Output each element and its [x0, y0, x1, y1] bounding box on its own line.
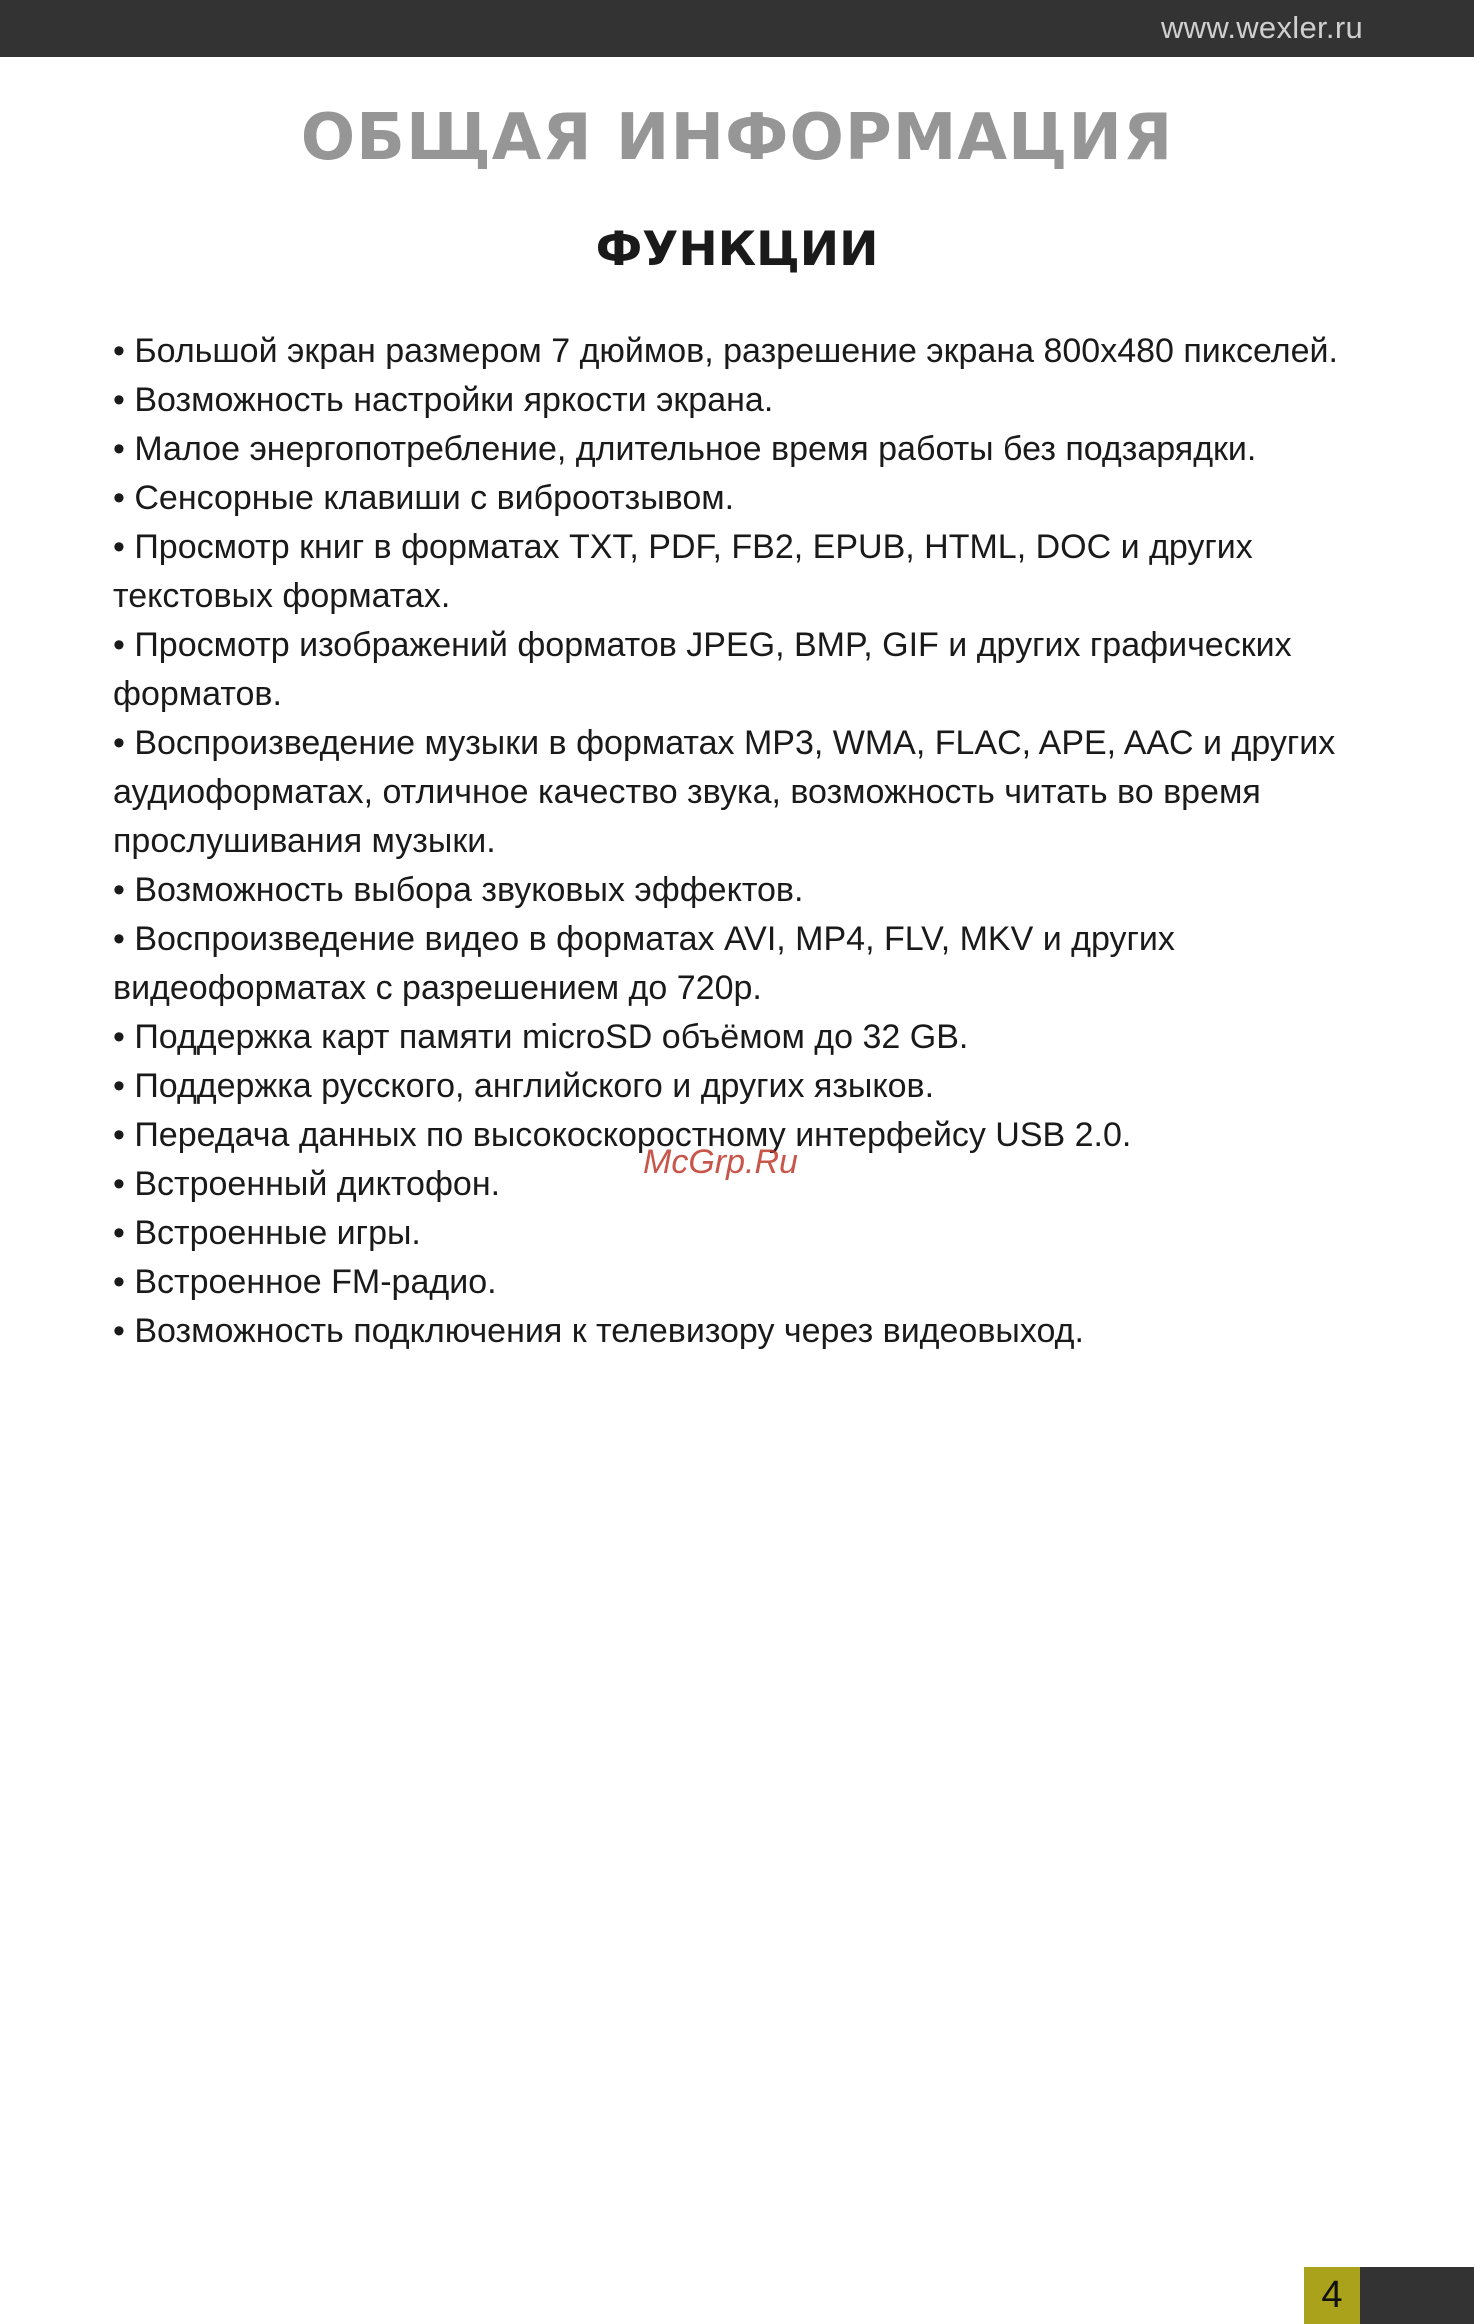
feature-item: • Воспроизведение музыки в форматах MP3, WMA, FLAC, APE, AAC и других аудиоформатах, отличное качество звука, возможность читать во время прослушивания музыки.: [113, 724, 1336, 860]
feature-item: • Поддержка карт памяти microSD объёмом до 32 GB.: [113, 1018, 969, 1056]
feature-item: • Встроенные игры.: [113, 1214, 421, 1252]
feature-item: • Большой экран размером 7 дюймов, разрешение экрана 800x480 пикселей.: [113, 332, 1338, 370]
site-url-link[interactable]: www.wexler.ru: [1160, 10, 1363, 45]
feature-item: • Сенсорные клавиши с виброотзывом.: [113, 479, 735, 517]
feature-item: • Воспроизведение видео в форматах AVI, MP4, FLV, MKV и других видеоформатах с разрешением до 720p.: [113, 920, 1175, 1007]
feature-item: • Просмотр книг в форматах TXT, PDF, FB2, EPUB, HTML, DOC и других текстовых форматах.: [113, 528, 1253, 615]
feature-item: • Встроенный диктофон.: [113, 1165, 501, 1203]
page-number: 4: [1304, 2267, 1360, 2324]
feature-item: • Возможность подключения к телевизору через видеовыход.: [113, 1312, 1084, 1350]
section-title: ФУНКЦИИ: [595, 222, 879, 277]
feature-item: • Возможность выбора звуковых эффектов.: [113, 871, 804, 909]
feature-item: • Передача данных по высокоскоростному интерфейсу USB 2.0.: [113, 1116, 1132, 1154]
header-bar: [0, 0, 1474, 57]
footer-bar: [1360, 2267, 1474, 2324]
page-title: ОБЩАЯ ИНФОРМАЦИЯ: [300, 101, 1174, 175]
feature-item: • Малое энергопотребление, длительное время работы без подзарядки.: [113, 430, 1257, 468]
feature-item: • Встроенное FM-радио.: [113, 1263, 497, 1301]
watermark: McGrp.Ru: [643, 1143, 798, 1181]
feature-item: • Возможность настройки яркости экрана.: [113, 381, 774, 419]
feature-item: • Просмотр изображений форматов JPEG, BMP, GIF и других графических форматов.: [113, 626, 1292, 713]
feature-list: [113, 327, 1368, 1356]
feature-item: • Поддержка русского, английского и других языков.: [113, 1067, 935, 1105]
